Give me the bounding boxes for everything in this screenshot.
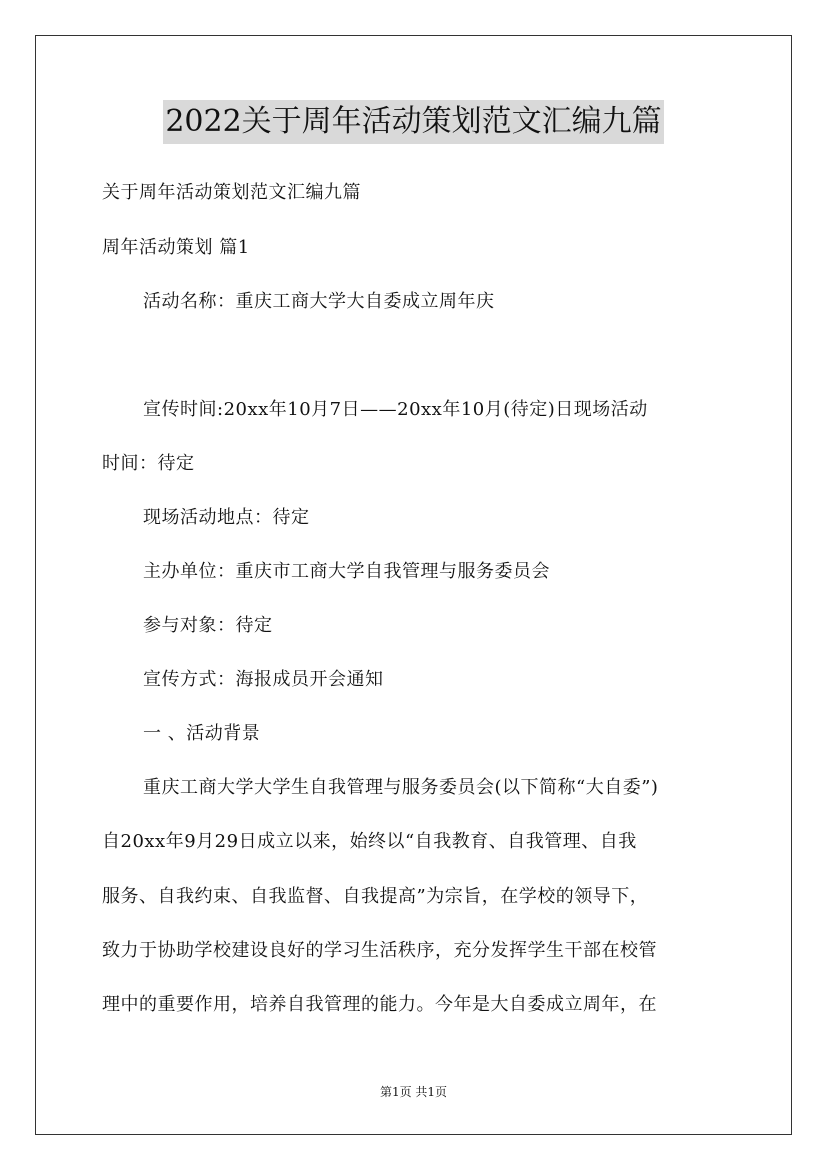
- paragraph-line: 活动名称：重庆工商大学大自委成立周年庆: [143, 291, 495, 312]
- paragraph-line: 宣传时间:20xx年10月7日——20xx年10月(待定)日现场活动: [143, 399, 648, 420]
- paragraph-line: 宣传方式：海报成员开会通知: [143, 669, 384, 690]
- paragraph-line: 时间：待定: [102, 453, 195, 474]
- subtitle: 关于周年活动策划范文汇编九篇: [102, 182, 361, 203]
- paragraph-line: 现场活动地点：待定: [143, 507, 310, 528]
- paragraph-line: 服务、自我约束、自我监督、自我提高”为宗旨，在学校的领导下，: [102, 886, 649, 907]
- document-title: 2022关于周年活动策划范文汇编九篇: [163, 100, 663, 144]
- paragraph-line: 自20xx年9月29日成立以来，始终以“自我教育、自我管理、自我: [102, 831, 637, 852]
- paragraph-line: 理中的重要作用，培养自我管理的能力。今年是大自委成立周年，在: [102, 994, 657, 1015]
- paragraph-line: 参与对象：待定: [143, 615, 273, 636]
- section-number-heading: 一 、活动背景: [143, 723, 261, 744]
- paragraph-line: 致力于协助学校建设良好的学习生活秩序，充分发挥学生干部在校管: [102, 940, 657, 961]
- title-container: [0, 100, 827, 144]
- page-footer: 第1页 共1页: [379, 1085, 448, 1099]
- paragraph-line: 重庆工商大学大学生自我管理与服务委员会(以下简称“大自委”): [143, 777, 659, 798]
- paragraph-line: 主办单位：重庆市工商大学自我管理与服务委员会: [143, 561, 550, 582]
- section-heading: 周年活动策划 篇1: [102, 237, 250, 258]
